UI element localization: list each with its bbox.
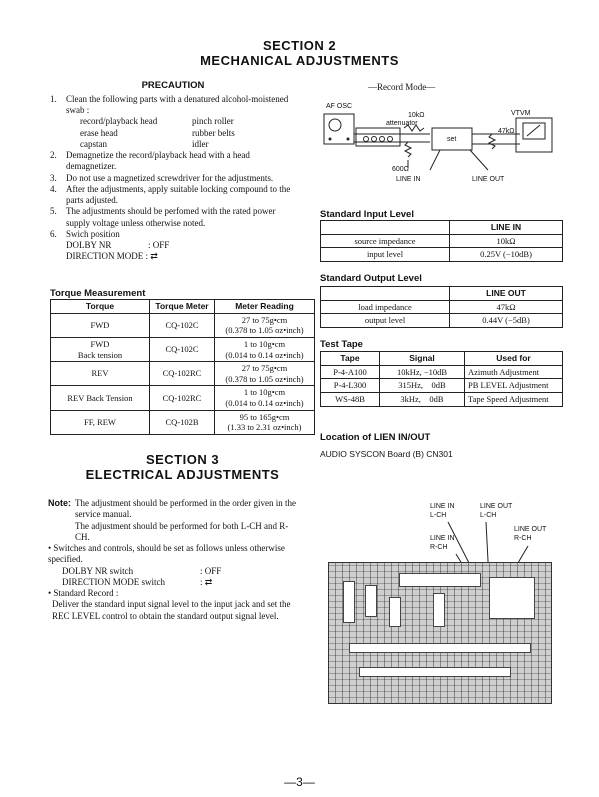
- table-header: Meter Reading: [215, 300, 315, 314]
- precaution-heading: PRECAUTION: [141, 80, 205, 91]
- table-header: LINE IN: [450, 221, 563, 235]
- test-tape-heading: Test Tape: [320, 339, 363, 350]
- note-bullet-2: • Standard Record :: [48, 588, 119, 598]
- trace-strip: [359, 667, 511, 677]
- page-number: —3—: [284, 775, 315, 789]
- test-tape-table: [320, 351, 563, 407]
- precaution-block: [50, 80, 296, 263]
- table-header: Torque Meter: [150, 300, 215, 314]
- precaution-item-1: 1. Clean the following parts with a denatured alcohol-moistened swab : record/playback head pinch roller erase head rubber belts capstan idler: [50, 94, 296, 150]
- precaution-item-6: 6. Swich position DOLBY NR : OFF DIRECTION MODE : ⇄: [50, 229, 296, 263]
- line-in-rch-label: LINE IN R-CH: [430, 535, 455, 551]
- resistor-icon: [405, 142, 411, 157]
- table-header: Tape: [321, 352, 380, 366]
- table-header: Signal: [380, 352, 465, 366]
- table-header: Torque: [51, 300, 150, 314]
- table-header: LINE OUT: [450, 287, 563, 301]
- part: rubber belts: [192, 127, 235, 138]
- ic-chip: [389, 597, 401, 627]
- table-row: input level 0.25V (−10dB): [321, 248, 563, 262]
- table-header-row: [321, 352, 563, 366]
- dial-icon: [329, 119, 341, 131]
- note-label: Note:: [48, 498, 71, 508]
- terminal-icon: [329, 138, 332, 141]
- r10k-label: 10kΩ: [408, 112, 425, 119]
- table-header-row: [51, 300, 315, 314]
- set-label: set: [447, 136, 457, 143]
- table-row: FWD CQ-102C 27 to 75g•cm (0.378 to 1.05 oz•inch): [51, 313, 315, 337]
- std-input-heading: Standard Input Level: [320, 209, 414, 220]
- precaution-item-5: 5. The adjustments should be perfomed with the rated power supply voltage unless otherwise noted.: [50, 206, 276, 228]
- section3-subtitle: ELECTRICAL ADJUSTMENTS: [85, 467, 280, 482]
- parts-list: [66, 116, 296, 150]
- af-osc-label: AF OSC: [326, 103, 353, 110]
- r47k-label: 47kΩ: [498, 128, 515, 135]
- record-text: Deliver the standard input signal level to the input jack and set the REC LEVEL control to obtain the standard output signal level.: [52, 599, 291, 621]
- table-row: WS-48B 3kHz, 0dB Tape Speed Adjustment: [321, 392, 563, 406]
- std-output-table: [320, 286, 563, 328]
- resistor-icon: [489, 134, 495, 149]
- precaution-item-2: 2. Demagnetize the record/playback head with a head demagnetizer.: [50, 150, 250, 172]
- note-switches: DOLBY NR switch : OFF DIRECTION MODE switch : ⇄: [62, 565, 222, 587]
- pcb-board-image: [328, 562, 552, 704]
- section3-title: SECTION 3: [145, 452, 220, 467]
- table-header-row: [321, 287, 563, 301]
- terminal-icon: [347, 138, 350, 141]
- line-out-lch-label: LINE OUT L-CH: [480, 503, 513, 519]
- attenuator-label: attenuator: [386, 120, 418, 127]
- part: record/playback head: [80, 116, 158, 127]
- attenuator-box: [356, 128, 400, 146]
- note-line-2: The adjustment should be performed for both L-CH and R-CH.: [75, 520, 289, 542]
- vtvm-label: VTVM: [511, 110, 531, 117]
- part: capstan: [80, 138, 107, 149]
- record-mode-title: —Record Mode—: [368, 82, 436, 92]
- part: pinch roller: [192, 116, 234, 127]
- line-in-label: LINE IN: [396, 176, 421, 183]
- std-input-table: [320, 220, 563, 262]
- note-bullet-1: • Switches and controls, should be set as follows unless otherwise specified.: [48, 543, 285, 565]
- part: erase head: [80, 127, 118, 138]
- notes-block: [48, 498, 296, 622]
- connector-cn301: [399, 573, 481, 587]
- ic-chip: [365, 585, 377, 617]
- r600-label: 600Ω: [392, 166, 409, 173]
- table-row: REV CQ-102RC 27 to 75g•cm (0.378 to 1.05 oz•inch): [51, 362, 315, 386]
- direction-mode: DIRECTION MODE : ⇄: [66, 251, 158, 262]
- table-row: FWD Back tension CQ-102C 1 to 10g•cm (0.014 to 0.14 oz•inch): [51, 337, 315, 361]
- table-header-row: [321, 221, 563, 235]
- ic-chip: [489, 577, 535, 619]
- ic-chip: [433, 593, 445, 627]
- record-mode-diagram: [320, 98, 560, 188]
- trace-strip: [349, 643, 531, 653]
- table-row: output level 0.44V (−5dB): [321, 314, 563, 328]
- part: idler: [192, 138, 209, 149]
- location-heading: Location of LIEN IN/OUT: [320, 432, 431, 443]
- note-line-1: The adjustment should be performed in the order given in the service manual.: [75, 498, 296, 520]
- precaution-item-4: 4. After the adjustments, apply suitable locking compound to the parts adjusted.: [50, 183, 291, 206]
- precaution-list: [50, 94, 296, 263]
- table-row: load impedance 47kΩ: [321, 300, 563, 314]
- table-row: P-4-L300 315Hz, 0dB PB LEVEL Adjustment: [321, 379, 563, 393]
- meter-icon: [523, 123, 545, 139]
- circuit-svg: [320, 98, 560, 178]
- line-in-lch-label: LINE IN L-CH: [430, 503, 455, 519]
- table-row: FF, REW CQ-102B 95 to 165g•cm (1.33 to 2.31 oz•inch): [51, 410, 315, 434]
- section2-title: SECTION 2: [262, 38, 337, 53]
- switch-positions: DOLBY NR : OFF: [66, 240, 170, 251]
- std-output-heading: Standard Output Level: [320, 273, 422, 284]
- precaution-item-3: 3. Do not use a magnetized screwdriver for the adjustments.: [50, 172, 274, 183]
- line-out-rch-label: LINE OUT R-CH: [514, 526, 547, 542]
- table-row: source impedance 10kΩ: [321, 234, 563, 248]
- table-row: REV Back Tension CQ-102RC 1 to 10g•cm (0.014 to 0.14 oz•inch): [51, 386, 315, 410]
- table-row: P-4-A100 10kHz, −10dB Azimuth Adjustment: [321, 365, 563, 379]
- line-out-label: LINE OUT: [472, 176, 505, 183]
- torque-heading: Torque Measurement: [50, 288, 146, 299]
- table-header: Used for: [465, 352, 563, 366]
- section2-subtitle: MECHANICAL ADJUSTMENTS: [200, 53, 399, 68]
- ic-chip: [343, 581, 355, 623]
- board-label: AUDIO SYSCON Board (B) CN301: [320, 449, 453, 459]
- torque-table: [50, 299, 315, 435]
